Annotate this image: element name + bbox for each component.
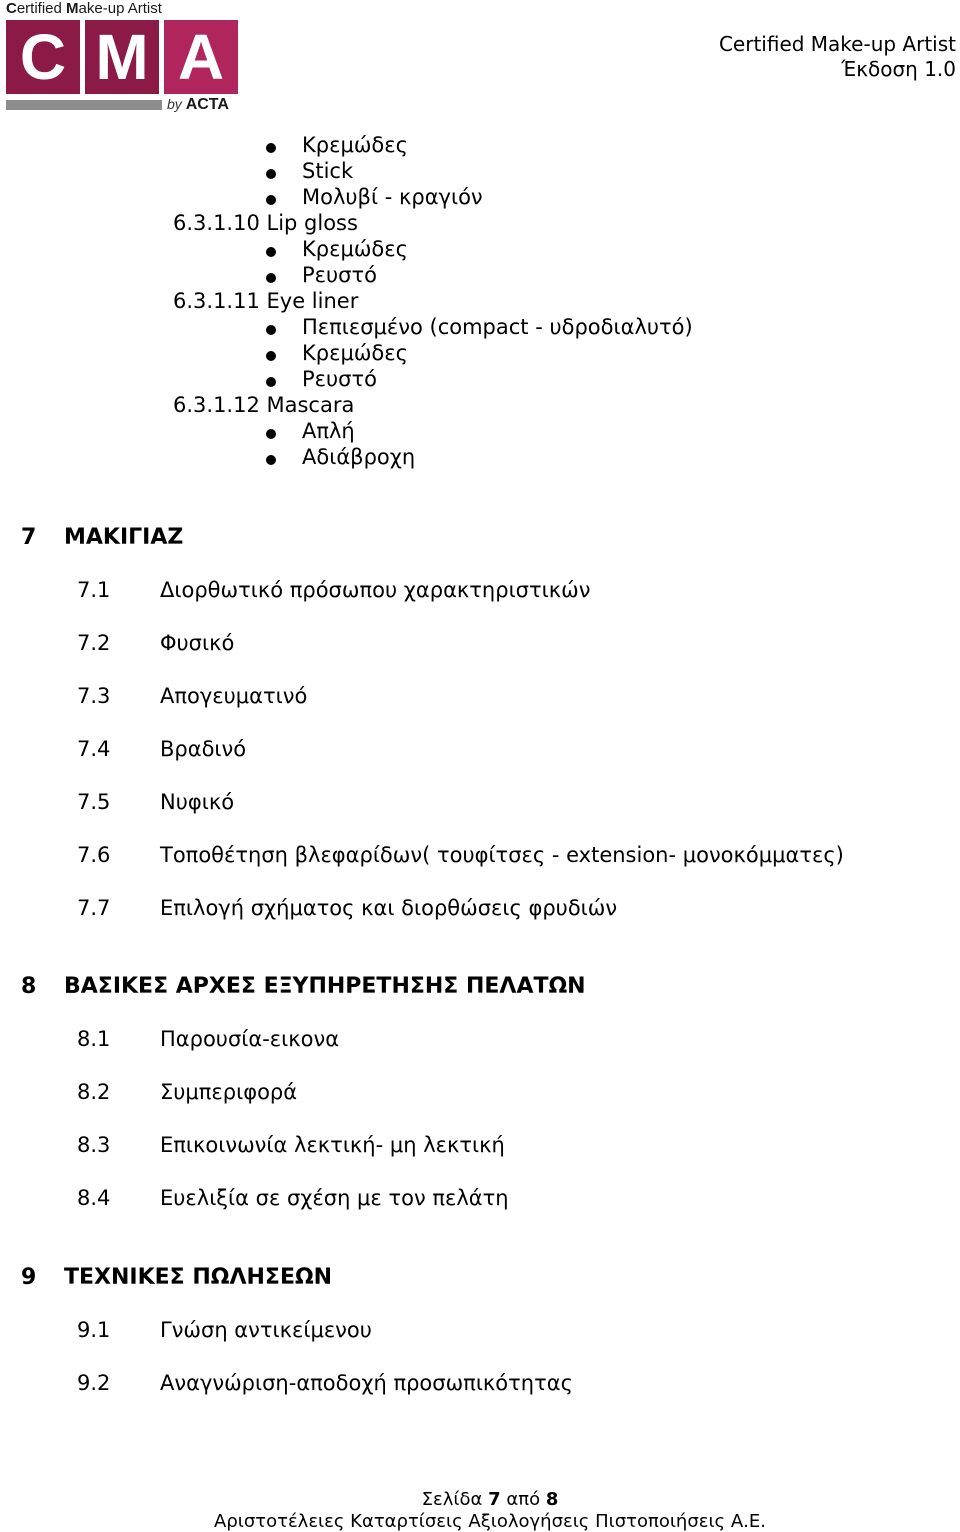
bullet-item: Κρεμώδες <box>302 341 408 365</box>
item-text: Τοποθέτηση βλεφαρίδων( τουφίτσες - extension- μονοκόμματες) <box>160 843 844 867</box>
item-number: 7.2 <box>77 631 111 655</box>
logo-top-label: Certified Make-up Artist <box>6 0 162 17</box>
subsection-heading: 6.3.1.11 Eye liner <box>173 289 359 313</box>
section-number: 8 <box>21 974 37 999</box>
item-text: Αναγνώριση-αποδοχή προσωπικότητας <box>160 1371 573 1395</box>
bullet-item: Ρευστό <box>302 263 377 287</box>
item-text: Νυφικό <box>160 790 235 814</box>
bullet-item: Κρεμώδες <box>302 133 408 157</box>
bullet-icon <box>266 429 276 439</box>
logo-gray-bar <box>6 100 162 110</box>
section-title: ΜΑΚΙΓΙΑΖ <box>64 525 184 550</box>
item-number: 9.1 <box>77 1318 111 1342</box>
bullet-icon <box>266 143 276 153</box>
item-number: 8.2 <box>77 1080 111 1104</box>
bullet-item: Stick <box>302 159 354 183</box>
logo-letter-c: C <box>6 20 80 94</box>
item-text: Απογευματινό <box>160 684 308 708</box>
bullet-item: Κρεμώδες <box>302 237 408 261</box>
bullet-item: Αδιάβροχη <box>302 445 416 469</box>
subsection-heading: 6.3.1.12 Mascara <box>173 393 355 417</box>
item-text: Ευελιξία σε σχέση με τον πελάτη <box>160 1186 509 1210</box>
bullet-icon <box>266 377 276 387</box>
bullet-icon <box>266 351 276 361</box>
bullet-icon <box>266 325 276 335</box>
item-text: Επικοινωνία λεκτική- μη λεκτική <box>160 1133 505 1157</box>
item-text: Βραδινό <box>160 737 247 761</box>
section-title: ΒΑΣΙΚΕΣ ΑΡΧΕΣ ΕΞΥΠΗΡΕΤΗΣΗΣ ΠΕΛΑΤΩΝ <box>64 974 586 999</box>
bullet-item: Μολυβί - κραγιόν <box>302 185 483 209</box>
subsection-heading: 6.3.1.10 Lip gloss <box>173 211 358 235</box>
bullet-icon <box>266 169 276 179</box>
bullet-icon <box>266 273 276 283</box>
item-text: Διορθωτικό πρόσωπου χαρακτηριστικών <box>160 578 591 602</box>
item-number: 7.3 <box>77 684 111 708</box>
item-text: Συμπεριφορά <box>160 1080 298 1104</box>
section-number: 7 <box>21 525 37 550</box>
logo-letter-m: M <box>85 20 159 94</box>
bullet-icon <box>266 195 276 205</box>
header-version: Έκδοση 1.0 <box>841 57 956 81</box>
item-number: 7.5 <box>77 790 111 814</box>
item-text: Επιλογή σχήματος και διορθώσεις φρυδιών <box>160 896 618 920</box>
bullet-icon <box>266 247 276 257</box>
bullet-icon <box>266 455 276 465</box>
page-number: Σελίδα 7 από 8 <box>421 1489 559 1510</box>
item-number: 8.1 <box>77 1027 111 1051</box>
logo-letter-a: A <box>164 20 238 94</box>
section-number: 9 <box>21 1265 37 1290</box>
bullet-item: Απλή <box>302 419 355 443</box>
footer-company: Αριστοτέλειες Καταρτίσεις Αξιολογήσεις Πιστοποιήσεις Α.Ε. <box>214 1511 766 1532</box>
item-text: Φυσικό <box>160 631 235 655</box>
cma-logo <box>4 0 240 116</box>
header-title: Certified Make-up Artist <box>718 32 956 56</box>
item-text: Παρουσία-εικονα <box>160 1027 340 1051</box>
item-number: 7.4 <box>77 737 111 761</box>
item-number: 9.2 <box>77 1371 111 1395</box>
bullet-item: Πεπιεσμένο (compact - υδροδιαλυτό) <box>302 315 693 339</box>
item-number: 7.1 <box>77 578 111 602</box>
item-number: 8.3 <box>77 1133 111 1157</box>
bullet-item: Ρευστό <box>302 367 377 391</box>
item-number: 7.6 <box>77 843 111 867</box>
item-text: Γνώση αντικείμενου <box>160 1318 372 1342</box>
logo-by-acta: by ACTA <box>167 96 229 113</box>
item-number: 8.4 <box>77 1186 111 1210</box>
section-title: ΤΕΧΝΙΚΕΣ ΠΩΛΗΣΕΩΝ <box>64 1265 333 1290</box>
item-number: 7.7 <box>77 896 111 920</box>
